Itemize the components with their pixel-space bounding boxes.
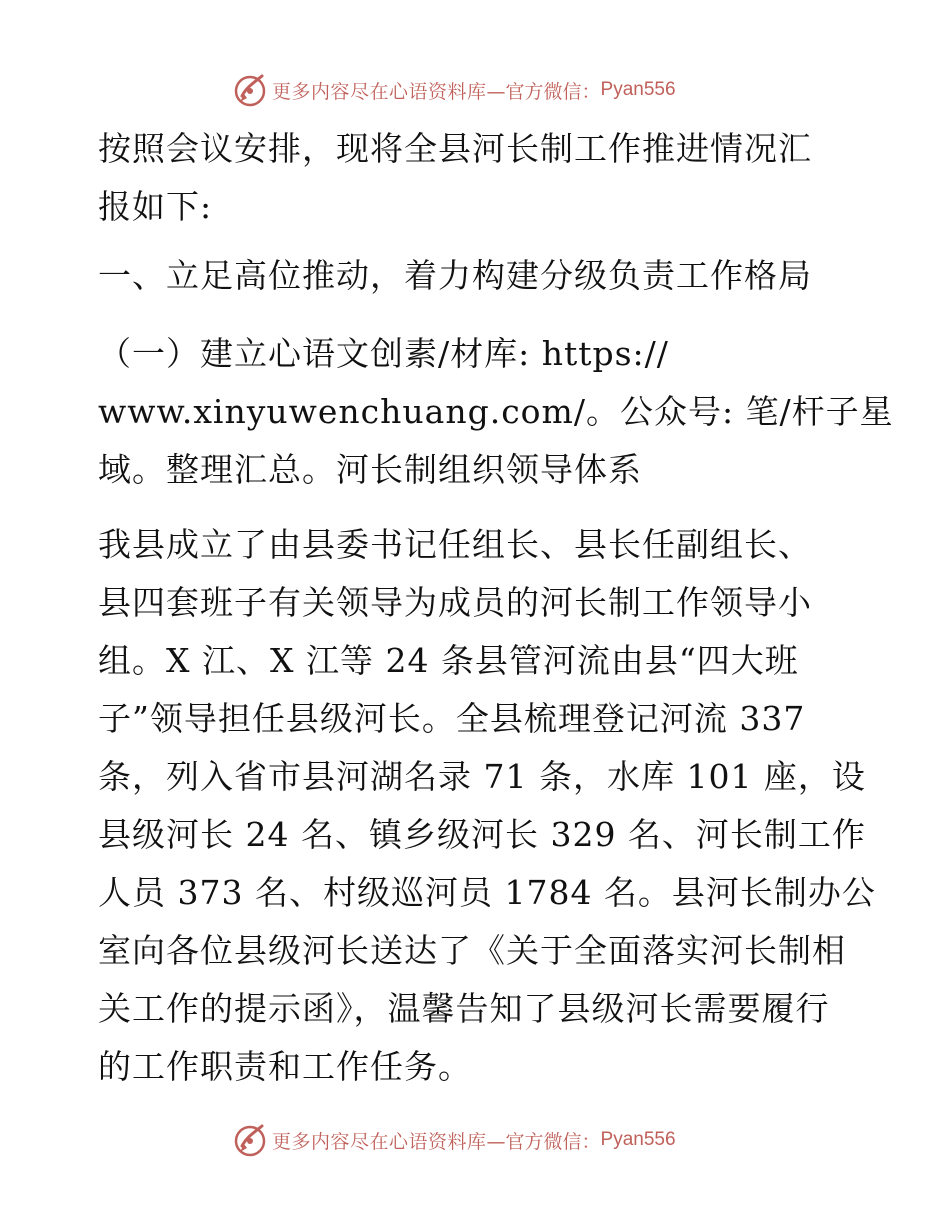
text-line: 室向各位县级河长送达了《关于全面落实河长制相 xyxy=(98,931,846,970)
footer-banner xyxy=(232,1120,676,1160)
text-line: www.xinyuwenchuang.com/。公众号: 笔/杆子星 xyxy=(98,392,894,431)
intro-paragraph xyxy=(98,120,858,236)
banner-wechat-id: Pyan556 xyxy=(600,1129,676,1150)
text-line: 报如下: xyxy=(98,187,213,226)
text-line: 我县成立了由县委书记任组长、县长任副组长、 xyxy=(98,525,812,564)
text-line: 县四套班子有关领导为成员的河长制工作领导小 xyxy=(98,583,812,622)
text-line: （一）建立心语文创素/材库: https:// xyxy=(98,334,669,373)
brush-logo-icon xyxy=(232,72,268,108)
header-banner xyxy=(232,70,676,110)
banner-wechat-id: Pyan556 xyxy=(600,79,676,100)
text-line: 人员 373 名、村级巡河员 1784 名。县河长制办公 xyxy=(98,873,876,912)
sub-heading xyxy=(98,325,894,499)
text-line: 子”领导担任县级河长。全县梳理登记河流 337 xyxy=(98,699,806,738)
banner-wechat-label: —官方微信： xyxy=(486,1130,601,1153)
brush-logo-icon xyxy=(232,1122,268,1158)
text-line: 组。X 江、X 江等 24 条县管河流由县“四大班 xyxy=(98,641,799,680)
text-line: 关工作的提示函》，温馨告知了县级河长需要履行 xyxy=(98,989,830,1028)
text-line: 域。整理汇总。河长制组织领导体系 xyxy=(98,450,642,489)
text-line: 的工作职责和工作任务。 xyxy=(98,1047,472,1086)
banner-slogan: 更多内容尽在心语资料库 xyxy=(272,1130,487,1153)
banner-wechat-label: —官方微信： xyxy=(486,80,601,103)
text-line: 条，列入省市县河湖名录 71 条，水库 101 座，设 xyxy=(98,757,866,796)
text-line: 县级河长 24 名、镇乡级河长 329 名、河长制工作 xyxy=(98,815,866,854)
heading-text: 一、立足高位推动，着力构建分级负责工作格局 xyxy=(98,256,812,295)
banner-slogan: 更多内容尽在心语资料库 xyxy=(272,80,487,103)
section-heading-1 xyxy=(98,247,858,305)
body-paragraph xyxy=(98,516,876,1096)
text-line: 按照会议安排，现将全县河长制工作推进情况汇 xyxy=(98,129,812,168)
